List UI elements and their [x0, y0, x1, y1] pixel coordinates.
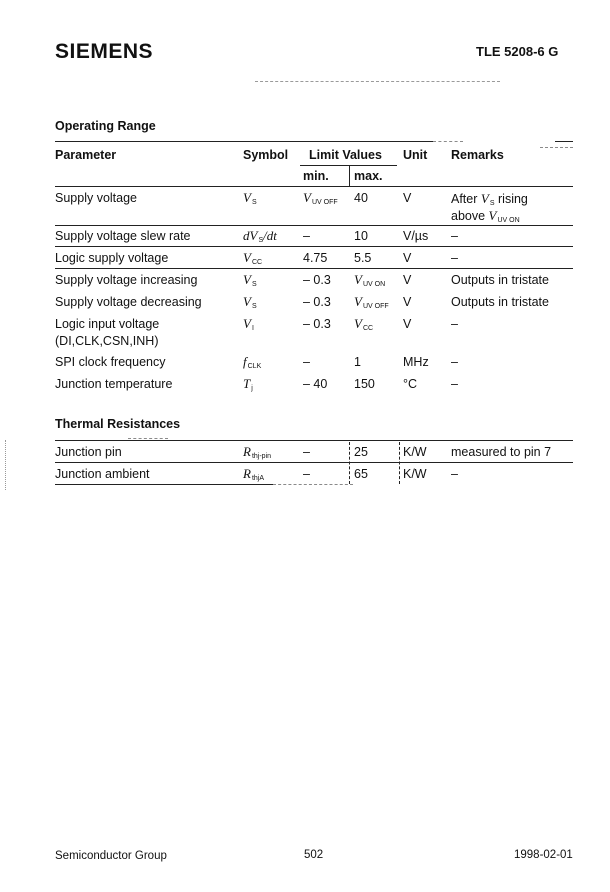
- row-supply-voltage-param: Supply voltage: [55, 191, 138, 205]
- table-bottom-rule-dash: [273, 484, 353, 485]
- row-logic-supply-param: Logic supply voltage: [55, 251, 169, 265]
- thermal-top-rule: [55, 440, 573, 441]
- row-supply-decreasing-symbol: $V_S$: [243, 294, 257, 310]
- row-junction-pin-remark: measured to pin 7: [451, 445, 552, 459]
- row-supply-increasing-unit: V: [403, 273, 412, 287]
- col-header-max: max.: [354, 169, 383, 183]
- row-junction-ambient-param: Junction ambient: [55, 467, 150, 481]
- remarks-dash: [540, 147, 573, 148]
- row-supply-increasing-min: – 0.3: [303, 273, 331, 287]
- footer-company: Semiconductor Group: [55, 850, 167, 862]
- row-junction-ambient-max: 65: [354, 467, 368, 481]
- row-junction-ambient-unit: K/W: [403, 467, 427, 481]
- row-junction-pin-unit: K/W: [403, 445, 427, 459]
- row-slew-rate-max: 10: [354, 229, 368, 243]
- row-junction-pin-symbol: $R_{thj-pin}$: [243, 444, 272, 460]
- row-slew-rate-min: –: [303, 229, 310, 243]
- row-junction-temp-param: Junction temperature: [55, 377, 173, 391]
- row-junction-temp-symbol: $T_j$: [243, 376, 253, 392]
- row-rule: [55, 225, 573, 226]
- thermal-max-divider: [349, 442, 350, 484]
- row-slew-rate-param: Supply voltage slew rate: [55, 229, 191, 243]
- row-slew-rate-unit: V/µs: [403, 229, 429, 243]
- row-spi-clock-unit: MHz: [403, 355, 429, 369]
- thermal-resistances-title: Thermal Resistances: [55, 417, 181, 431]
- row-supply-increasing-symbol: $V_S$: [243, 272, 257, 288]
- col-header-limit-values: Limit Values: [309, 148, 382, 162]
- row-logic-supply-min: 4.75: [303, 251, 328, 265]
- row-spi-clock-symbol: $f_{CLK}$: [243, 354, 262, 370]
- row-logic-supply-remark: –: [451, 251, 458, 265]
- row-logic-supply-max: 5.5: [354, 251, 372, 265]
- row-slew-rate-remark: –: [451, 229, 458, 243]
- col-header-min: min.: [303, 169, 329, 183]
- row-supply-voltage-unit: V: [403, 191, 412, 205]
- row-supply-voltage-remark: After $V_S$ rising: [451, 191, 528, 207]
- table-bottom-rule: [55, 484, 273, 485]
- col-header-parameter: Parameter: [55, 148, 117, 162]
- thermal-unit-divider: [399, 442, 400, 484]
- header-divider: [255, 81, 500, 82]
- row-supply-decreasing-remark: Outputs in tristate: [451, 295, 549, 309]
- row-supply-decreasing-min: – 0.3: [303, 295, 331, 309]
- footer-date: 1998-02-01: [514, 849, 573, 861]
- row-rule: [55, 268, 573, 269]
- row-junction-ambient-min: –: [303, 467, 310, 481]
- row-junction-temp-remark: –: [451, 377, 458, 391]
- row-spi-clock-param: SPI clock frequency: [55, 355, 166, 369]
- row-rule: [55, 462, 573, 463]
- row-logic-input-symbol: $V_I$: [243, 316, 254, 332]
- min-max-divider: [349, 166, 350, 186]
- row-junction-temp-max: 150: [354, 377, 375, 391]
- row-logic-input-max: $V_{CC}$: [354, 316, 374, 332]
- row-junction-ambient-remark: –: [451, 467, 458, 481]
- col-header-unit: Unit: [403, 148, 428, 162]
- row-logic-supply-symbol: $V_{CC}$: [243, 250, 263, 266]
- row-junction-ambient-symbol: $R_{thjA}$: [243, 466, 265, 482]
- row-supply-increasing-param: Supply voltage increasing: [55, 273, 198, 287]
- row-supply-voltage-max: 40: [354, 191, 368, 205]
- row-logic-input-remark: –: [451, 317, 458, 331]
- row-logic-input-param-line2: (DI,CLK,CSN,INH): [55, 334, 159, 348]
- row-supply-voltage-remark-line2: above $V_{UV ON}$: [451, 208, 520, 224]
- row-logic-input-unit: V: [403, 317, 412, 331]
- row-logic-input-min: – 0.3: [303, 317, 331, 331]
- row-junction-pin-min: –: [303, 445, 310, 459]
- row-spi-clock-max: 1: [354, 355, 361, 369]
- siemens-logo: SIEMENS: [55, 40, 154, 63]
- row-junction-temp-unit: °C: [403, 377, 418, 391]
- row-supply-decreasing-max: $V_{UV OFF}$: [354, 294, 389, 310]
- col-header-remarks: Remarks: [451, 148, 504, 162]
- table-top-rule-dash: [433, 141, 463, 142]
- thermal-title-dash: [128, 438, 168, 439]
- row-spi-clock-remark: –: [451, 355, 458, 369]
- row-junction-pin-max: 25: [354, 445, 368, 459]
- table-top-rule: [55, 141, 433, 142]
- row-logic-input-param: Logic input voltage: [55, 317, 160, 331]
- footer-page-number: 502: [304, 849, 324, 861]
- row-supply-decreasing-param: Supply voltage decreasing: [55, 295, 202, 309]
- row-slew-rate-symbol: $dV_S/dt$: [243, 228, 277, 244]
- row-spi-clock-min: –: [303, 355, 310, 369]
- row-supply-voltage-symbol: $V_S$: [243, 190, 257, 206]
- row-supply-voltage-min: $V_{UV OFF}$: [303, 190, 338, 206]
- row-junction-pin-param: Junction pin: [55, 445, 122, 459]
- row-logic-supply-unit: V: [403, 251, 412, 265]
- operating-range-title: Operating Range: [55, 119, 156, 133]
- scan-edge-mark: [5, 440, 8, 490]
- col-header-symbol: Symbol: [243, 148, 289, 162]
- table-top-rule-right: [555, 141, 573, 142]
- row-supply-increasing-remark: Outputs in tristate: [451, 273, 549, 287]
- row-junction-temp-min: – 40: [303, 377, 328, 391]
- document-id: TLE 5208-6 G: [476, 44, 559, 59]
- row-supply-increasing-max: $V_{UV ON}$: [354, 272, 386, 288]
- row-rule: [55, 246, 573, 247]
- header-bottom-rule: [55, 186, 573, 187]
- row-supply-decreasing-unit: V: [403, 295, 412, 309]
